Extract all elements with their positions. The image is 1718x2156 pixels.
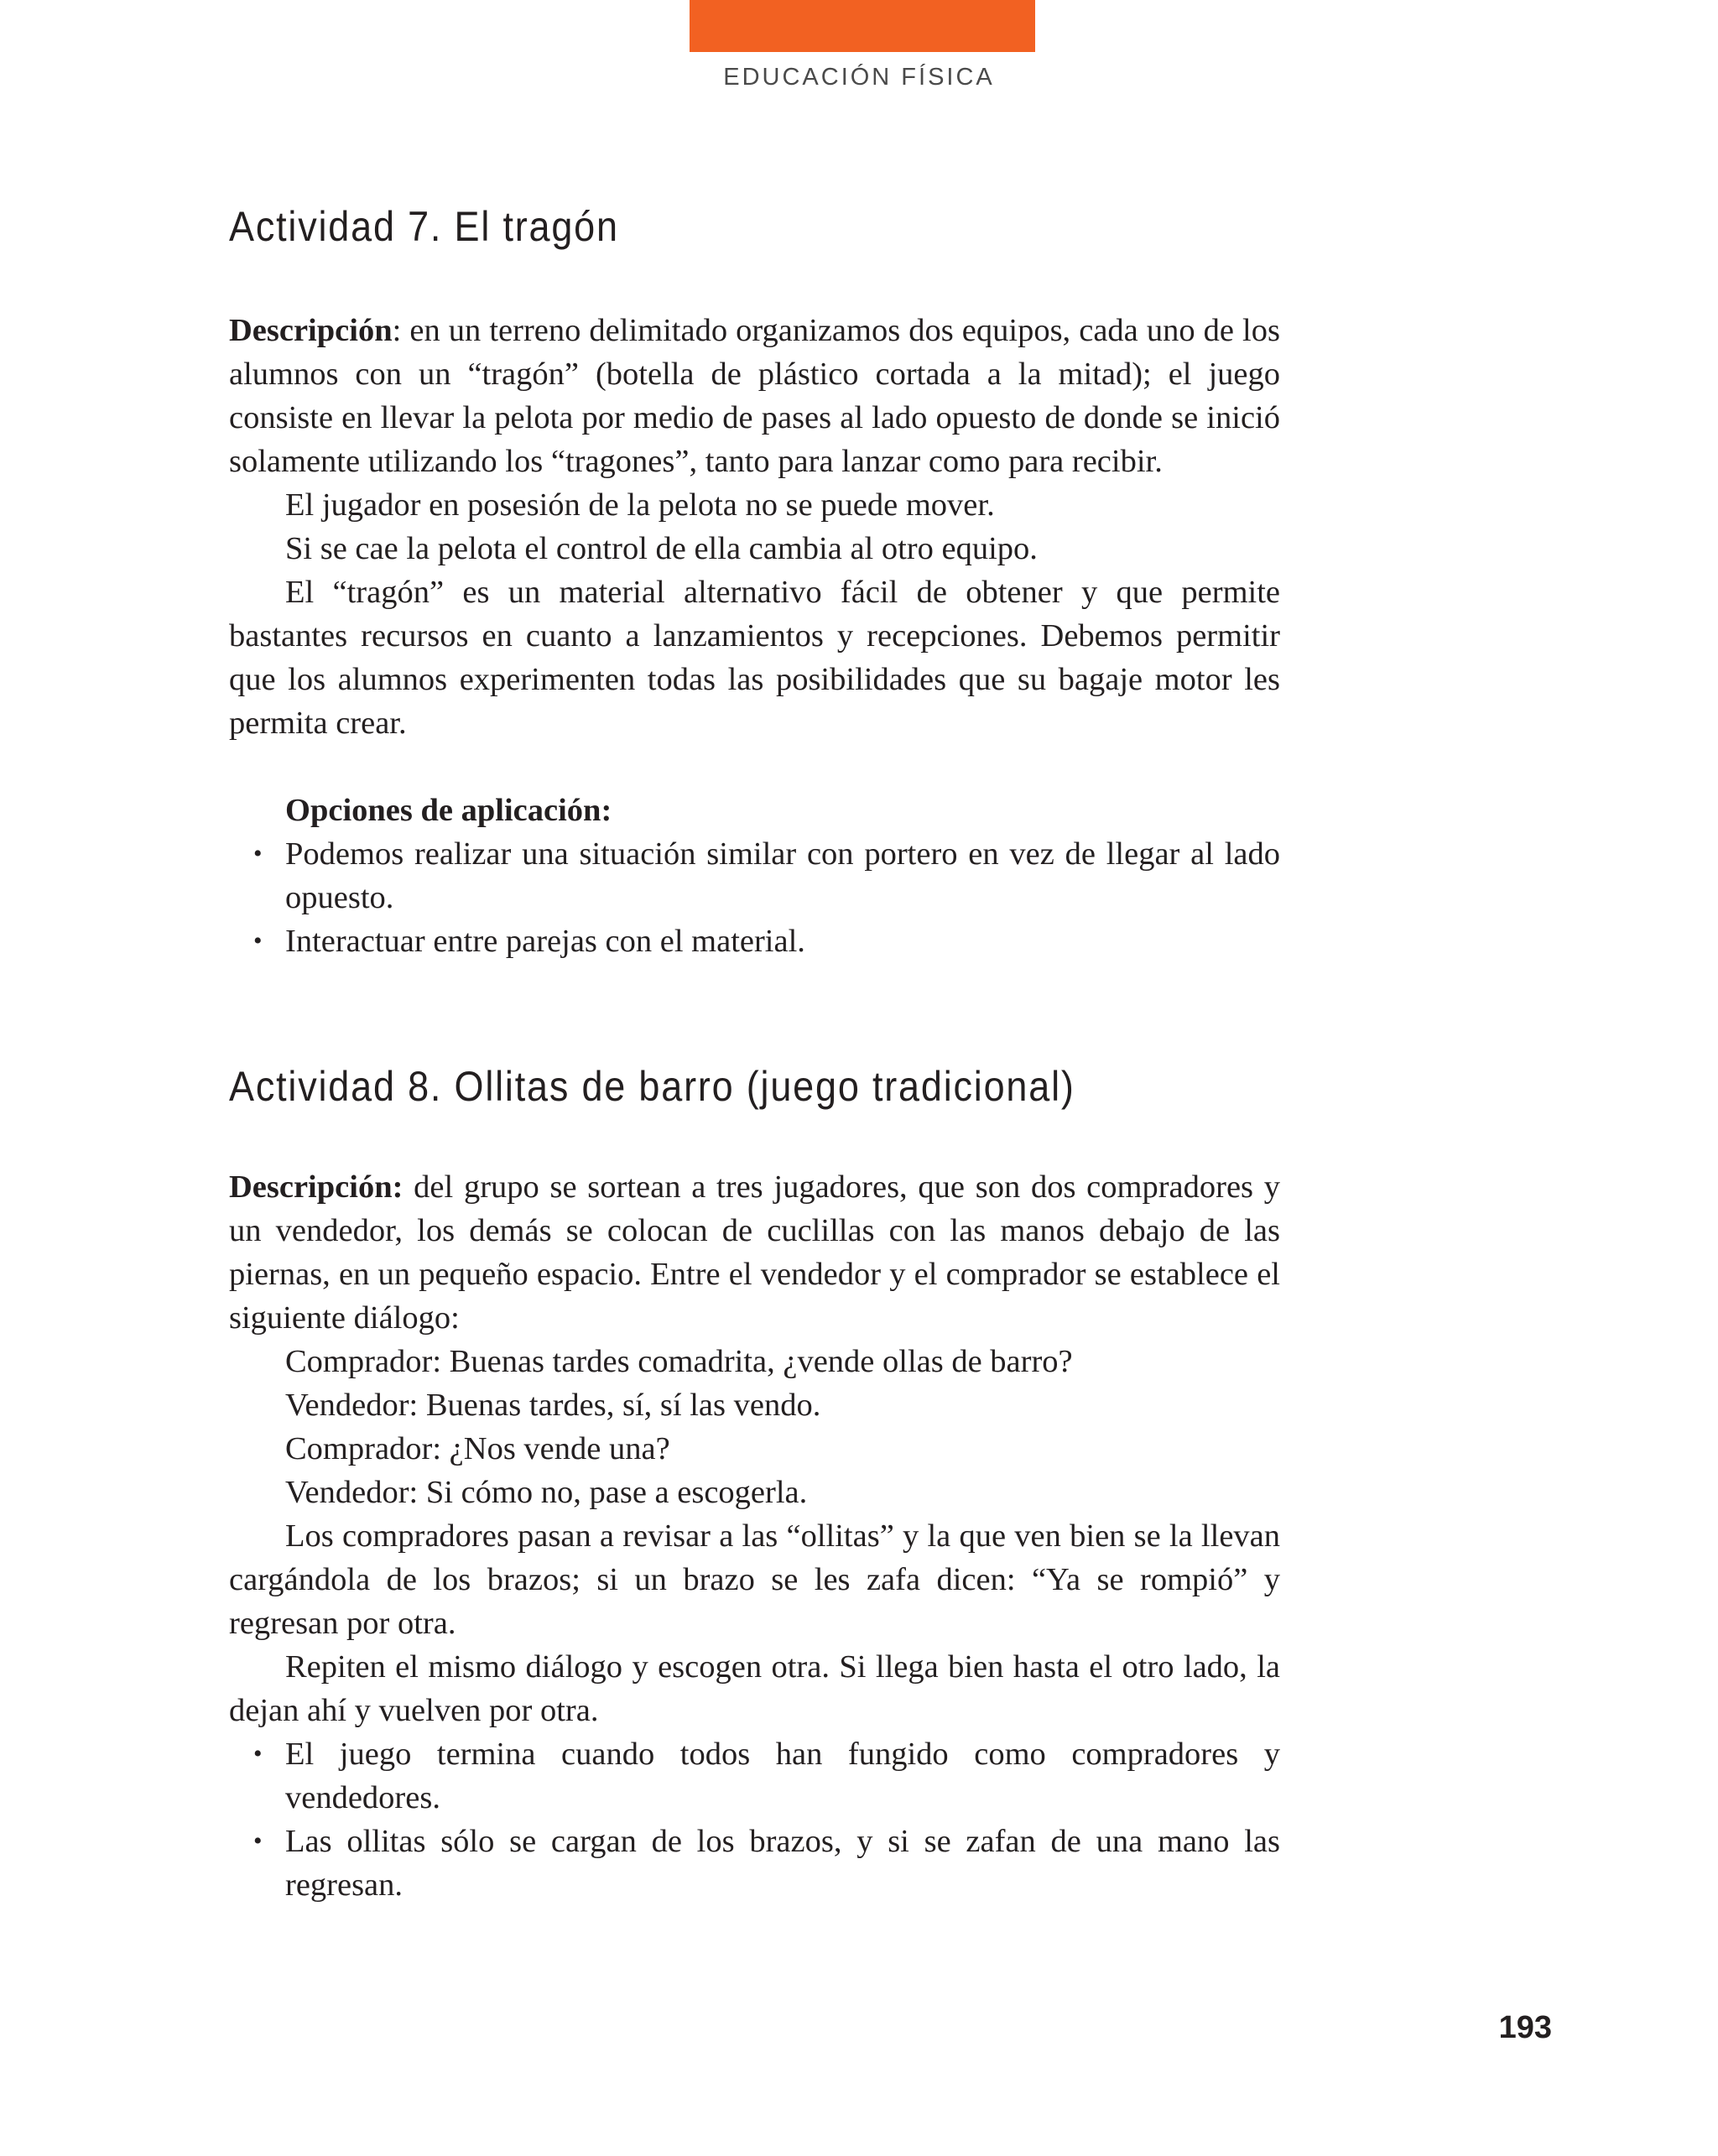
paragraph: Los compradores pasan a revisar a las “ollitas” y la que ven bien se la llevan cargándola de los brazos; si un brazo se les zafa dicen: “Ya se rompió” y regresan por otra. (229, 1518, 1280, 1641)
list-item: • Interactuar entre parejas con el material. (285, 919, 1280, 963)
dialogue-line: Comprador: ¿Nos vende una? (285, 1431, 670, 1466)
dialogue-line: Comprador: Buenas tardes comadrita, ¿vende ollas de barro? (285, 1344, 1073, 1379)
header-accent-tab (690, 0, 1035, 52)
activity-8-body (229, 1165, 1280, 1907)
activity-7-description (229, 309, 1280, 483)
list-item: • Podemos realizar una situación similar con portero en vez de llegar al lado opuesto. (285, 832, 1280, 919)
options-list (229, 832, 1280, 963)
activity-8-title: Actividad 8. Ollitas de barro (juego tradicional) (229, 1063, 1075, 1110)
activity-7-section (229, 204, 1280, 963)
description-text: del grupo se sortean a tres jugadores, que son dos compradores y un vendedor, los demás se colocan de cuclillas con las manos debajo de las piernas, en un pequeño espacio. Entre el vendedor y el comprador se establece el siguiente diálogo: (229, 1169, 1280, 1336)
paragraph: Si se cae la pelota el control de ella cambia al otro equipo. (285, 531, 1038, 566)
page-content (229, 204, 1280, 1907)
running-head: EDUCACIÓN FÍSICA (723, 64, 995, 91)
paragraph: El jugador en posesión de la pelota no se puede mover. (285, 487, 995, 523)
list-item: • El juego termina cuando todos han fungido como compradores y vendedores. (285, 1732, 1280, 1820)
activity-8-section (229, 1064, 1280, 1907)
description-label: Descripción: (229, 1169, 403, 1205)
description-label: Descripción (229, 313, 393, 348)
description-text: : en un terreno delimitado organizamos dos equipos, cada uno de los alumnos con un “tragón” (botella de plástico cortada a la mitad); el juego consiste en llevar la pelota por medio de pases al lado opuesto de donde se inició solamente utilizando los “tragones”, tanto para lanzar como para recibir. (229, 313, 1280, 479)
activity-7-body (229, 309, 1280, 963)
dialogue-line: Vendedor: Si cómo no, pase a escogerla. (285, 1475, 808, 1510)
paragraph: Repiten el mismo diálogo y escogen otra. Si llega bien hasta el otro lado, la dejan ahí y vuelven por otra. (229, 1649, 1280, 1728)
paragraph: El “tragón” es un material alternativo fácil de obtener y que permite bastantes recursos en cuanto a lanzamientos y recepciones. Debemos permitir que los alumnos experimenten todas las posibilidades que su bagaje motor les permita crear. (229, 575, 1280, 741)
activity-8-description (229, 1165, 1280, 1340)
page-number: 193 (1498, 2010, 1552, 2045)
options-heading: Opciones de aplicación: (285, 793, 612, 828)
activity-7-title: Actividad 7. El tragón (229, 203, 619, 250)
list-item: • Las ollitas sólo se cargan de los brazos, y si se zafan de una mano las regresan. (285, 1820, 1280, 1907)
dialogue-line: Vendedor: Buenas tardes, sí, sí las vendo. (285, 1388, 821, 1423)
rules-list (229, 1732, 1280, 1907)
